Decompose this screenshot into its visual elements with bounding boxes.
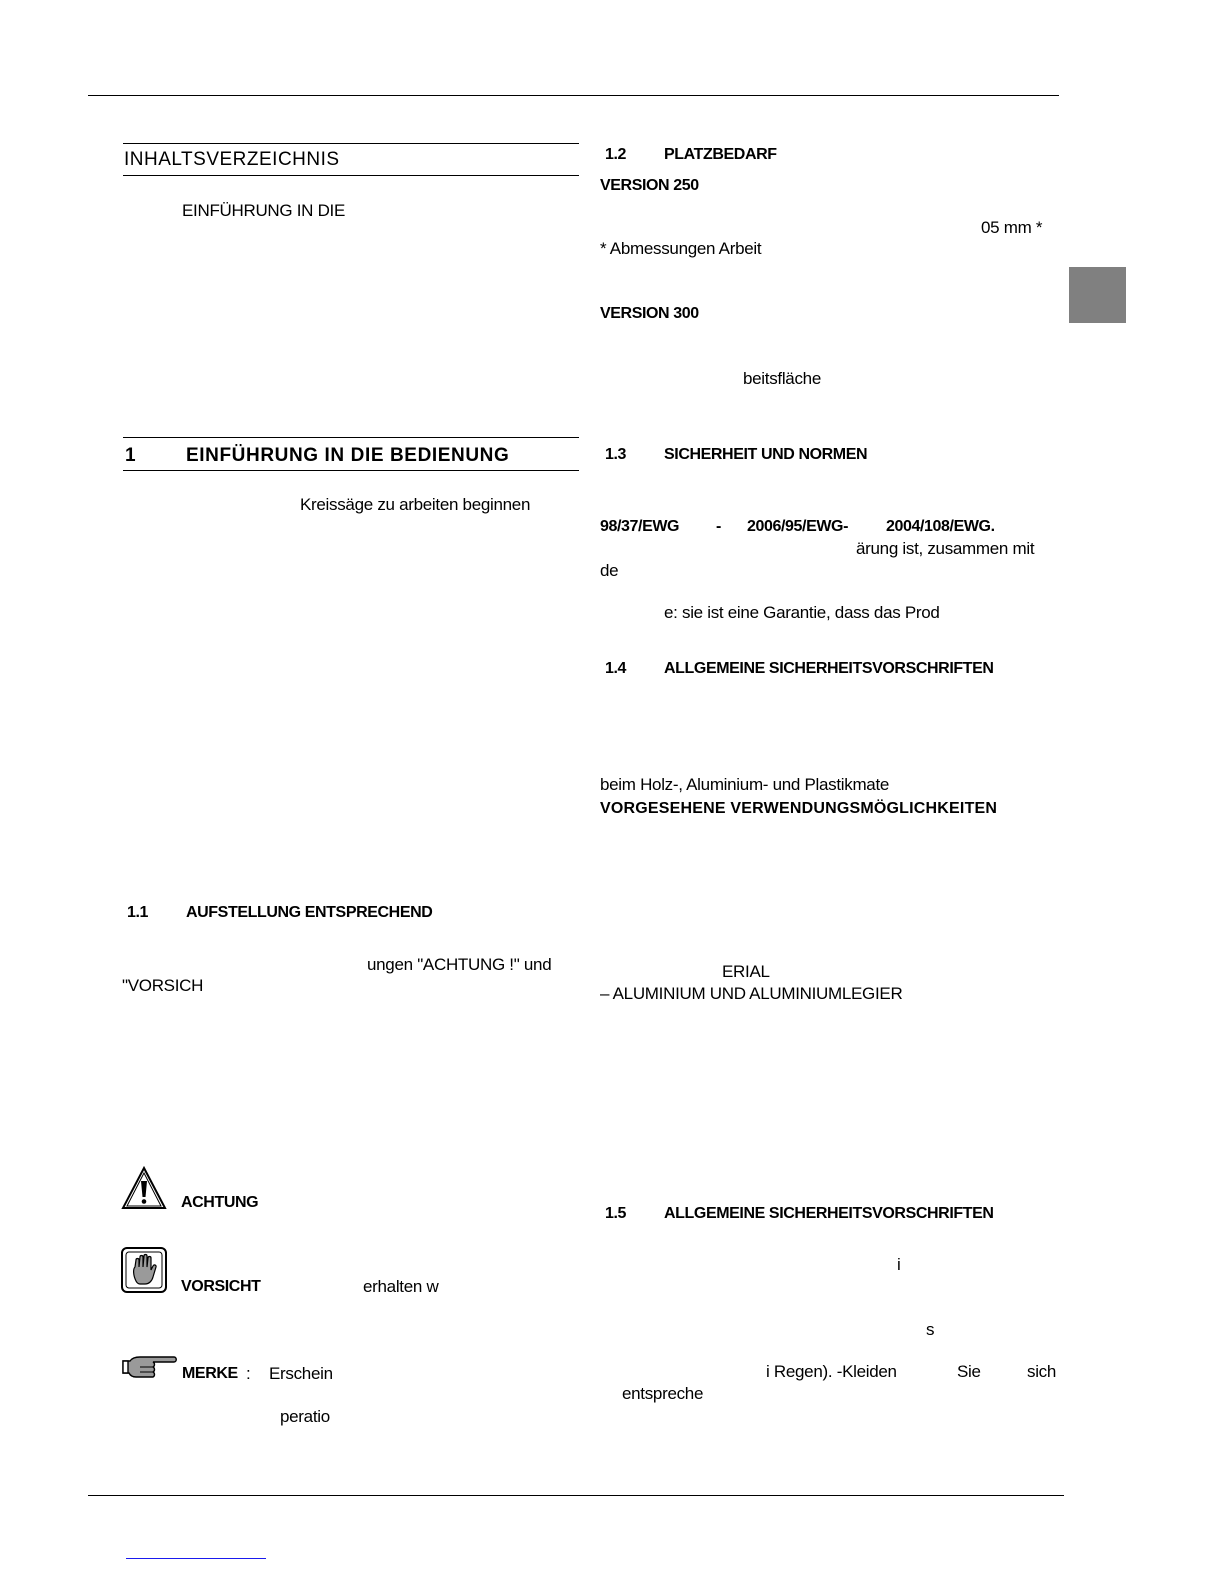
section15-text-a: i Regen). -Kleiden (766, 1362, 897, 1381)
achtung-label: ACHTUNG (181, 1194, 259, 1211)
section1-rule-top (123, 437, 579, 438)
toc-title: INHALTSVERZEICHNIS (124, 149, 340, 170)
chapter-tab-marker (1069, 267, 1126, 323)
section15-text-sie: Sie (957, 1362, 981, 1381)
section14-text: beim Holz-, Aluminium- und Plastikmate (600, 775, 890, 794)
merke-text-2: peratio (280, 1407, 330, 1426)
section13-number: 1.3 (605, 446, 627, 463)
header-rule (88, 95, 1059, 96)
section11-number: 1.1 (127, 904, 149, 921)
section1-text: Kreissäge zu arbeiten beginnen (300, 495, 531, 514)
section1-rule-bottom (123, 470, 579, 471)
section1-title: EINFÜHRUNG IN DIE BEDIENUNG (186, 445, 510, 466)
merke-label: MERKE (182, 1365, 238, 1382)
section11-text-b: "VORSICH (122, 976, 204, 995)
warning-triangle-icon (121, 1166, 167, 1210)
footer-rule (88, 1495, 1064, 1496)
dimension-note: * Abmessungen Arbeit (600, 239, 762, 258)
section1-number: 1 (125, 445, 137, 466)
merke-colon: : (246, 1364, 251, 1383)
section14-number: 1.4 (605, 660, 627, 677)
version250-label: VERSION 250 (600, 177, 699, 194)
toc-entry[interactable]: EINFÜHRUNG IN DIE (182, 201, 346, 220)
vorsicht-label: VORSICHT (181, 1278, 261, 1295)
section15-text-sich: sich (1027, 1362, 1057, 1381)
section13-title: SICHERHEIT UND NORMEN (664, 446, 868, 463)
section11-text-a: ungen "ACHTUNG !" und (367, 955, 552, 974)
material-text: ERIAL (722, 962, 770, 981)
dimension-value: 05 mm * (981, 218, 1043, 237)
norm-98-37: 98/37/EWG (600, 518, 680, 535)
version300-label: VERSION 300 (600, 305, 699, 322)
section15-number: 1.5 (605, 1205, 627, 1222)
uses-title: VORGESEHENE VERWENDUNGSMÖGLICHKEITEN (600, 800, 998, 817)
section12-title: PLATZBEDARF (664, 146, 777, 163)
norm-2004-108: 2004/108/EWG. (886, 518, 995, 535)
norm-dash: - (716, 518, 721, 535)
section15-text-b: entspreche (622, 1384, 704, 1403)
norm-2006-95: 2006/95/EWG- (747, 518, 849, 535)
pointing-hand-icon (120, 1352, 178, 1382)
footer-link-underline[interactable] (126, 1558, 266, 1559)
section15-frag-s: s (926, 1320, 935, 1339)
section13-text-c: e: sie ist eine Garantie, dass das Prod (664, 603, 940, 622)
section15-title: ALLGEMEINE SICHERHEITSVORSCHRIFTEN (664, 1205, 994, 1222)
section11-title: AUFSTELLUNG ENTSPRECHEND (186, 904, 433, 921)
merke-text: Erschein (269, 1364, 333, 1383)
aluminium-text: – ALUMINIUM UND ALUMINIUMLEGIER (600, 984, 903, 1003)
section13-text-b: de (600, 561, 619, 580)
section12-number: 1.2 (605, 146, 627, 163)
section14-title: ALLGEMEINE SICHERHEITSVORSCHRIFTEN (664, 660, 994, 677)
stop-hand-icon (121, 1247, 167, 1293)
section15-frag-i: i (897, 1255, 901, 1274)
toc-rule-top (123, 143, 579, 144)
toc-rule-bottom (123, 175, 579, 176)
section13-text-a: ärung ist, zusammen mit (856, 539, 1035, 558)
vorsicht-text: erhalten w (363, 1277, 439, 1296)
arbeitsflaeche-text: beitsfläche (743, 369, 821, 388)
